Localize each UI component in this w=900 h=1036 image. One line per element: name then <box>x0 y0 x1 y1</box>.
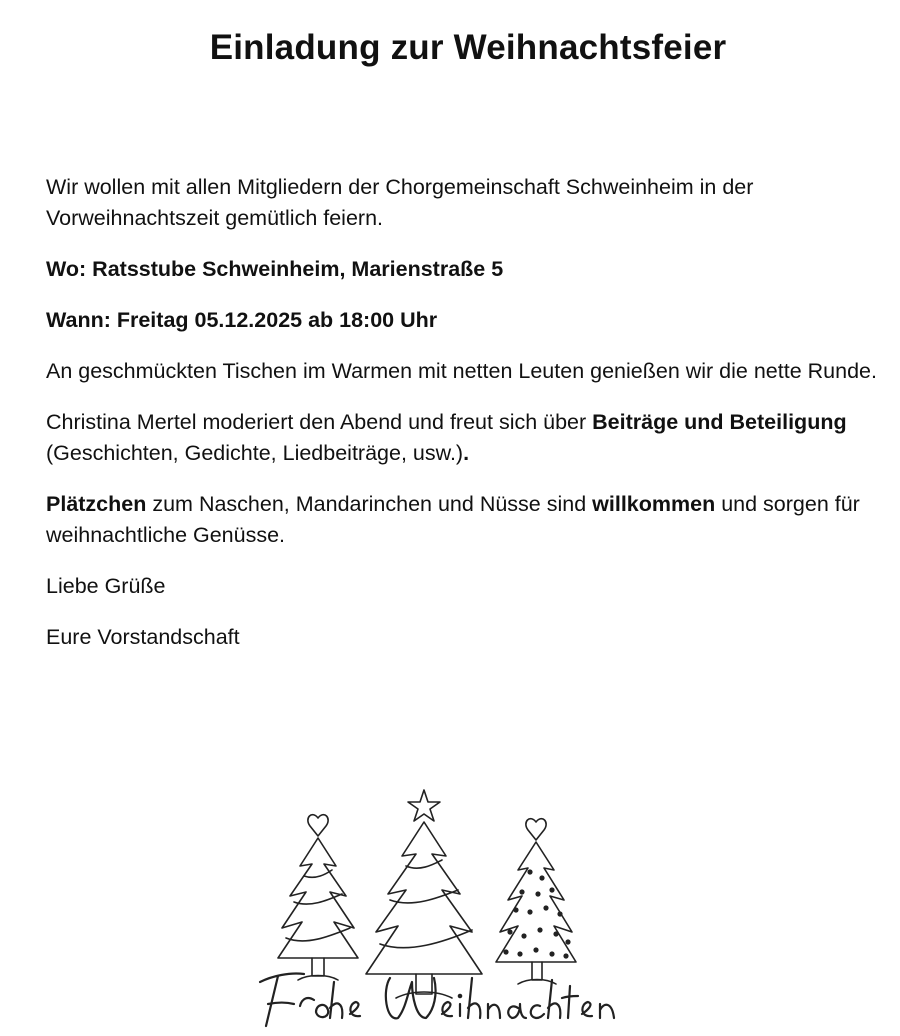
moderation-examples: (Geschichten, Gedichte, Liedbeiträge, usw.) <box>46 441 464 465</box>
time-line: Wann: Freitag 05.12.2025 ab 18:00 Uhr <box>46 308 438 332</box>
greeting-line: Liebe Grüße <box>46 574 166 598</box>
moderation-period: . <box>463 441 470 465</box>
christmas-trees-illustration <box>220 782 640 1032</box>
invitation-body <box>46 172 886 673</box>
cookies-ending: und sorgen für weihnachtliche Genüsse. <box>46 492 860 547</box>
christmas-trees-icon <box>220 782 640 1032</box>
moderation-paragraph <box>46 407 886 469</box>
tables-paragraph: An geschmückten Tischen im Warmen mit netten Leuten genießen wir die nette Runde. <box>46 359 877 383</box>
location-line: Wo: Ratsstube Schweinheim, Marienstraße 5 <box>46 257 504 281</box>
signature-line: Eure Vorstandschaft <box>46 625 240 649</box>
cookies-text: zum Naschen, Mandarinchen und Nüsse sind <box>146 492 593 516</box>
cookies-paragraph <box>46 489 886 551</box>
welcome-emphasis: willkommen <box>592 492 716 516</box>
cookies-emphasis: Plätzchen <box>46 492 147 516</box>
page-title: Einladung zur Weihnachtsfeier <box>209 28 727 67</box>
moderation-text: Christina Mertel moderiert den Abend und freut sich über <box>46 410 593 434</box>
intro-paragraph: Wir wollen mit allen Mitgliedern der Chorgemeinschaft Schweinheim in der Vorweihnachtszeit gemütlich feiern. <box>46 175 754 230</box>
moderation-emphasis: Beiträge und Beteiligung <box>592 410 847 434</box>
